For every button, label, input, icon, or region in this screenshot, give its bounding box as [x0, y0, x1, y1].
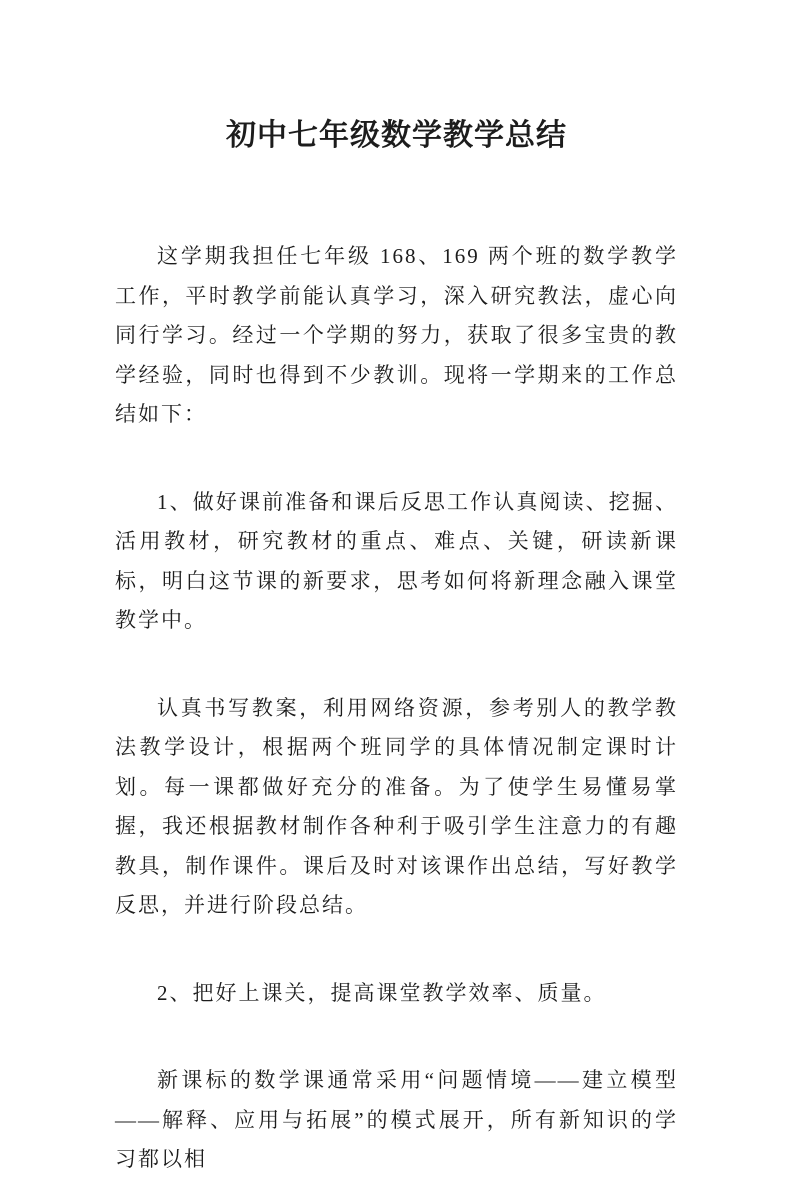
- paragraph-intro: 这学期我担任七年级 168、169 两个班的数学教学工作，平时教学前能认真学习，深入研究教法，虚心向同行学习。经过一个学期的努力，获取了很多宝贵的教学经验，同时也得到不少教训。现将一学期来的工作总结如下：: [115, 244, 678, 426]
- paragraph-point-1: 1、做好课前准备和课后反思工作认真阅读、挖掘、活用教材，研究教材的重点、难点、关键，研读新课标，明白这节课的新要求，思考如何将新理念融入课堂教学中。: [115, 489, 678, 632]
- paragraph-point-2: 2、把好上课关，提高课堂教学效率、质量。: [157, 980, 607, 1005]
- document-title: 初中七年级数学教学总结: [226, 119, 567, 152]
- paragraph-new-curriculum: 新课标的数学课通常采用“问题情境——建立模型——解释、应用与拓展”的模式展开，所有新知识的学习都以相: [115, 1068, 678, 1171]
- paragraph-lesson-preparation: 认真书写教案，利用网络资源，参考别人的教学教法教学设计，根据两个班同学的具体情况制定课时计划。每一课都做好充分的准备。为了使学生易懂易掌握，我还根据教材制作各种利于吸引学生注意力的有趣教具，制作课件。课后及时对该课作出总结，写好教学反思，并进行阶段总结。: [115, 695, 678, 917]
